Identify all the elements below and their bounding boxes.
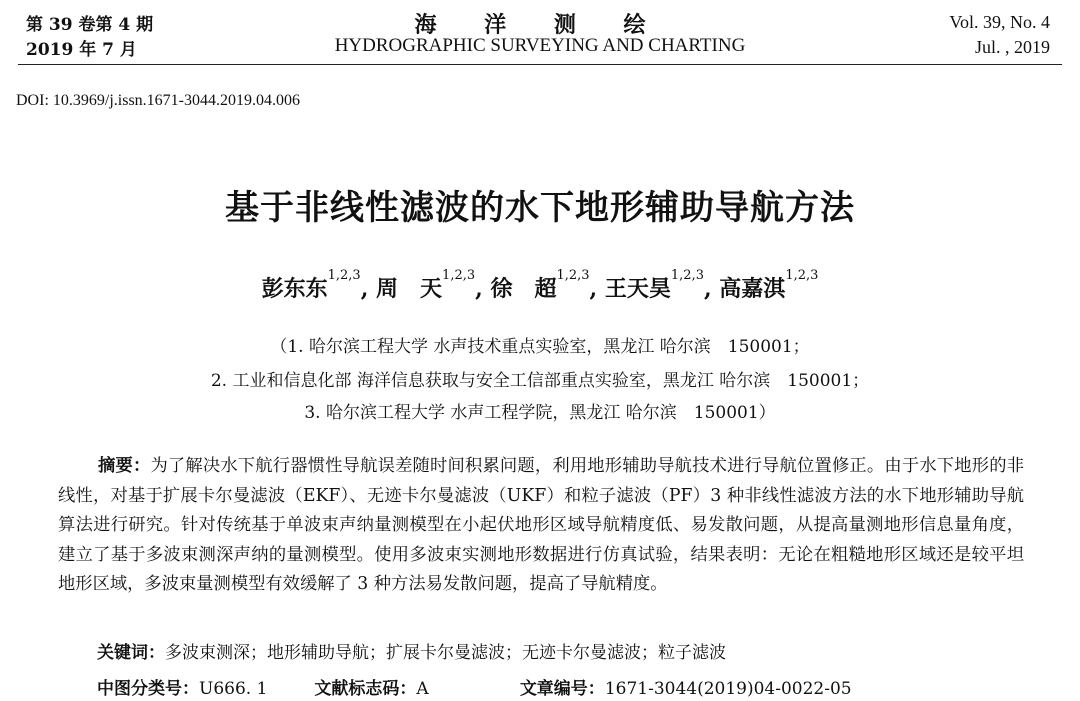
paper-title: 基于非线性滤波的水下地形辅助导航方法 — [225, 188, 855, 228]
journal-name-cn: 海 洋 测 绘 — [414, 12, 666, 38]
affiliation-2: 2. 工业和信息化部 海洋信息获取与安全工信部重点实验室，黑龙江 哈尔滨 150001； — [210, 371, 870, 391]
author-name: 彭东东 — [261, 276, 328, 302]
journal-header — [0, 8, 1080, 64]
date-en: Jul. , 2019 — [974, 37, 1050, 57]
author-list: 彭东东$^{1,2,3}$, 周 天$^{1,2,3}$, 徐 超$^{1,2,3}$, 王天昊$^{1,2,3}$, 高嘉淇$^{1,2,3}$ — [261, 268, 819, 302]
author-name: 王天昊 — [604, 276, 671, 302]
author-affiliation-mark: 1,2,3 — [785, 268, 819, 283]
journal-name-en: HYDROGRAPHIC SURVEYING AND CHARTING — [334, 35, 746, 56]
keywords — [97, 638, 726, 663]
abstract-text: 为了解决水下航行器惯性导航误差随时间积累问题，利用地形辅助导航技术进行导航位置修正。由于水下地形的非线性，对基于扩展卡尔曼滤波（EKF）、无迹卡尔曼滤波（UKF）和粒子滤波（PF）3 种非线性滤波方法的水下地形辅助导航算法进行研究。针对传统基于单波束声纳量测模型在小起伏地形区域导航精度低、易发散问题，从提高量测地形信息量角度，建立了基于多波束测深声纳的量测模型。使用多波束实测地形数据进行仿真试验，结果表明：无论在粗糙地形区域还是较平坦地形区域，多波束量测模型有效缓解了 3 种方法易发散问题，提高了导航精度。 — [58, 456, 1024, 594]
author-affiliation-mark: 1,2,3 — [556, 268, 590, 283]
clc-value: U666. 1 — [199, 679, 268, 699]
abstract-label: 摘要： — [98, 456, 151, 476]
article-number-label: 文章编号： — [519, 679, 605, 699]
author-affiliation-mark: 1,2,3 — [442, 268, 476, 283]
document-code-value: A — [416, 679, 429, 699]
keywords-text: 多波束测深；地形辅助导航；扩展卡尔曼滤波；无迹卡尔曼滤波；粒子滤波 — [165, 643, 726, 663]
author-name: 徐 超 — [490, 276, 557, 302]
volume-en: Vol. 39, No. 4 — [949, 12, 1050, 32]
affiliation-3: 3. 哈尔滨工程大学 水声工程学院，黑龙江 哈尔滨 150001） — [304, 403, 776, 423]
abstract — [58, 452, 1024, 600]
keywords-label: 关键词： — [97, 643, 165, 663]
doi: DOI: 10.3969/j.issn.1671-3044.2019.04.006 — [16, 92, 300, 109]
classification-line — [97, 674, 1057, 699]
affiliation-1: （1. 哈尔滨工程大学 水声技术重点实验室，黑龙江 哈尔滨 150001； — [270, 337, 810, 357]
clc-label: 中图分类号： — [97, 679, 199, 699]
header-rule — [18, 64, 1062, 65]
date-cn: 2019 年 7 月 — [26, 40, 137, 60]
author-name: 高嘉淇 — [719, 276, 786, 302]
author-name: 周 天 — [376, 276, 443, 302]
document-code-label: 文献标志码： — [314, 679, 417, 699]
author-affiliation-mark: 1,2,3 — [327, 268, 361, 283]
author-affiliation-mark: 1,2,3 — [670, 268, 704, 283]
volume-cn: 第 39 卷第 4 期 — [26, 15, 154, 35]
article-number-value: 1671-3044(2019)04-0022-05 — [604, 679, 852, 699]
